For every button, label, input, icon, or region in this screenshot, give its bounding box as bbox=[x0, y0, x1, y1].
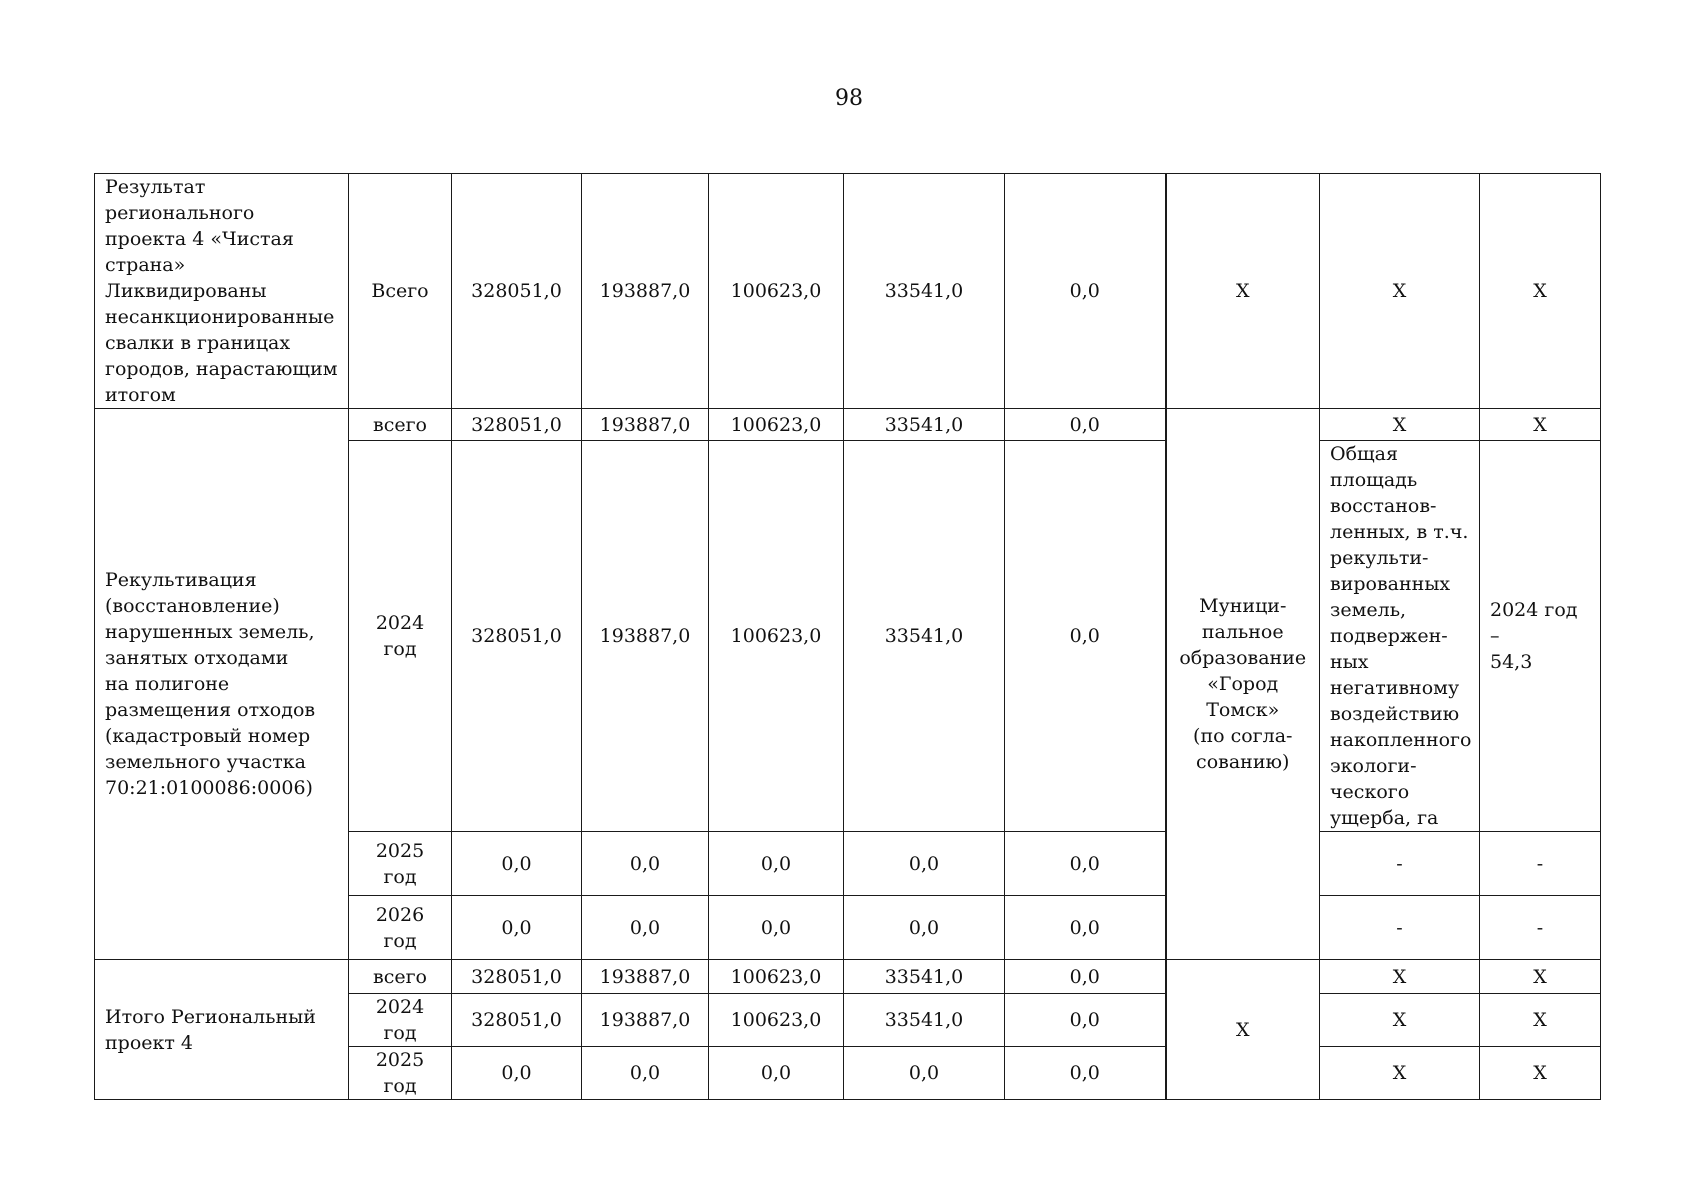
other-cell: 0,0 bbox=[1005, 896, 1166, 960]
table-row-result bbox=[95, 174, 1601, 409]
regional-cell: 0,0 bbox=[709, 832, 844, 896]
total-cell: 0,0 bbox=[452, 832, 582, 896]
other-cell: 0,0 bbox=[1005, 1047, 1166, 1100]
period-cell: всего bbox=[349, 960, 452, 994]
itogo-executor: X bbox=[1166, 960, 1320, 1100]
regional-cell: 100623,0 bbox=[709, 960, 844, 994]
federal-cell: 193887,0 bbox=[582, 960, 709, 994]
result-period: Всего bbox=[349, 174, 452, 409]
total-cell: 0,0 bbox=[452, 896, 582, 960]
indicator-cell: X bbox=[1320, 960, 1480, 994]
indicator-cell: X bbox=[1320, 409, 1480, 441]
other-cell: 0,0 bbox=[1005, 994, 1166, 1047]
period-cell: всего bbox=[349, 409, 452, 441]
total-cell: 328051,0 bbox=[452, 409, 582, 441]
result-federal: 193887,0 bbox=[582, 174, 709, 409]
local-cell: 33541,0 bbox=[844, 409, 1005, 441]
value-cell: - bbox=[1480, 832, 1601, 896]
indicator-cell: - bbox=[1320, 832, 1480, 896]
result-executor: X bbox=[1166, 174, 1320, 409]
federal-cell: 0,0 bbox=[582, 896, 709, 960]
total-cell: 328051,0 bbox=[452, 441, 582, 832]
value-cell: X bbox=[1480, 960, 1601, 994]
federal-cell: 193887,0 bbox=[582, 409, 709, 441]
table-row-recultivation-total bbox=[95, 409, 1601, 441]
regional-cell: 100623,0 bbox=[709, 409, 844, 441]
local-cell: 0,0 bbox=[844, 832, 1005, 896]
value-cell: 2024 год – 54,3 bbox=[1480, 441, 1601, 832]
result-regional: 100623,0 bbox=[709, 174, 844, 409]
total-cell: 328051,0 bbox=[452, 960, 582, 994]
recultivation-name: Рекультивация (восстановление) нарушенных земель, занятых отходами на полигоне размещения отходов (кадастровый номер земельного участка 70:21:0100086:0006) bbox=[95, 409, 349, 960]
federal-cell: 0,0 bbox=[582, 1047, 709, 1100]
federal-cell: 193887,0 bbox=[582, 994, 709, 1047]
regional-cell: 0,0 bbox=[709, 1047, 844, 1100]
other-cell: 0,0 bbox=[1005, 409, 1166, 441]
period-cell: 2025 год bbox=[349, 832, 452, 896]
result-indicator: X bbox=[1320, 174, 1480, 409]
indicator-cell: X bbox=[1320, 994, 1480, 1047]
period-cell: 2024 год bbox=[349, 441, 452, 832]
period-cell: 2025 год bbox=[349, 1047, 452, 1100]
regional-cell: 100623,0 bbox=[709, 441, 844, 832]
other-cell: 0,0 bbox=[1005, 960, 1166, 994]
regional-cell: 0,0 bbox=[709, 896, 844, 960]
local-cell: 0,0 bbox=[844, 896, 1005, 960]
itogo-name: Итого Региональный проект 4 bbox=[95, 960, 349, 1100]
indicator-cell: X bbox=[1320, 1047, 1480, 1100]
total-cell: 328051,0 bbox=[452, 994, 582, 1047]
value-cell: - bbox=[1480, 896, 1601, 960]
period-cell: 2024 год bbox=[349, 994, 452, 1047]
value-cell: X bbox=[1480, 409, 1601, 441]
indicator-cell: Общая площадь восстанов- ленных, в т.ч. рекульти- вированных земель, подвержен- ных негативному воздействию накопленного экологи- ческого ущерба, га bbox=[1320, 441, 1480, 832]
other-cell: 0,0 bbox=[1005, 832, 1166, 896]
result-name: Результат регионального проекта 4 «Чистая страна» Ликвидированы несанкционированные свалки в границах городов, нарастающим итогом bbox=[95, 174, 349, 409]
value-cell: X bbox=[1480, 994, 1601, 1047]
local-cell: 0,0 bbox=[844, 1047, 1005, 1100]
local-cell: 33541,0 bbox=[844, 441, 1005, 832]
recultivation-executor: Муници- пальное образование «Город Томск» (по согла- сованию) bbox=[1166, 409, 1320, 960]
local-cell: 33541,0 bbox=[844, 960, 1005, 994]
total-cell: 0,0 bbox=[452, 1047, 582, 1100]
financing-table bbox=[94, 173, 1601, 1100]
page-number: 98 bbox=[835, 86, 863, 111]
table-row-itogo-total bbox=[95, 960, 1601, 994]
value-cell: X bbox=[1480, 1047, 1601, 1100]
regional-cell: 100623,0 bbox=[709, 994, 844, 1047]
federal-cell: 193887,0 bbox=[582, 441, 709, 832]
other-cell: 0,0 bbox=[1005, 441, 1166, 832]
period-cell: 2026 год bbox=[349, 896, 452, 960]
result-local: 33541,0 bbox=[844, 174, 1005, 409]
federal-cell: 0,0 bbox=[582, 832, 709, 896]
result-other: 0,0 bbox=[1005, 174, 1166, 409]
result-value: X bbox=[1480, 174, 1601, 409]
indicator-cell: - bbox=[1320, 896, 1480, 960]
result-total: 328051,0 bbox=[452, 174, 582, 409]
local-cell: 33541,0 bbox=[844, 994, 1005, 1047]
